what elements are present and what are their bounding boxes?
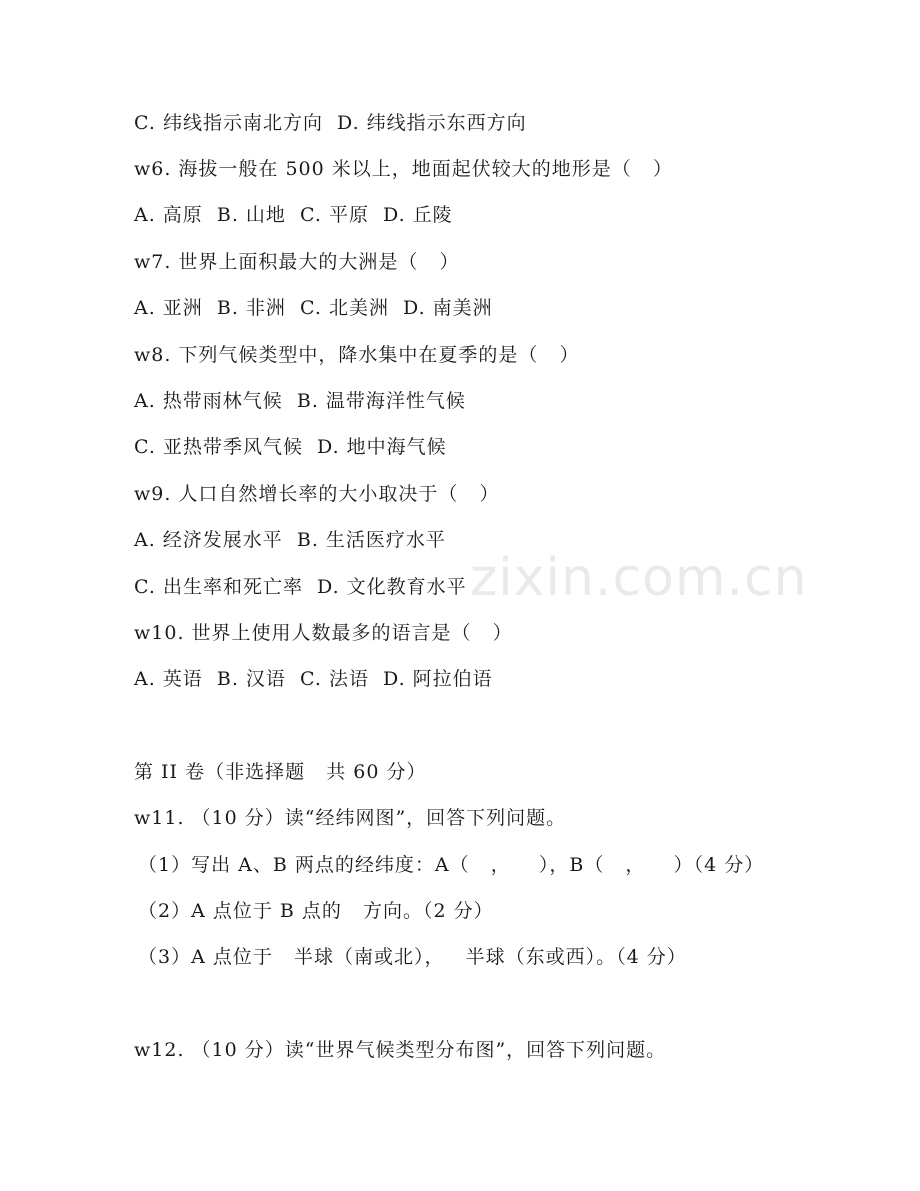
question-w11: w11. （10 分）读“经纬网图”，回答下列问题。 <box>134 807 567 829</box>
question-w11-part-3: （3）A 点位于 半球（南或北）， 半球（东或西）。（4 分） <box>138 946 687 968</box>
watermark: zixin.com.cn <box>470 548 808 608</box>
question-w10: w10. 世界上使用人数最多的语言是（ ） <box>134 622 513 644</box>
options-w8-cd: C. 亚热带季风气候 D. 地中海气候 <box>134 436 447 458</box>
question-w7: w7. 世界上面积最大的大洲是（ ） <box>134 251 460 273</box>
options-w10: A. 英语 B. 汉语 C. 法语 D. 阿拉伯语 <box>134 668 493 690</box>
question-w9: w9. 人口自然增长率的大小取决于（ ） <box>134 483 500 505</box>
section-heading-part-2: 第 II 卷（非选择题 共 60 分） <box>134 761 427 783</box>
options-w9-cd: C. 出生率和死亡率 D. 文化教育水平 <box>134 576 467 598</box>
question-w11-part-1: （1）写出 A、B 两点的经纬度：A（ ， ），B（ ， ）（4 分） <box>138 854 765 876</box>
options-w6: A. 高原 B. 山地 C. 平原 D. 丘陵 <box>134 204 453 226</box>
options-w7: A. 亚洲 B. 非洲 C. 北美洲 D. 南美洲 <box>134 297 493 319</box>
question-w8: w8. 下列气候类型中，降水集中在夏季的是（ ） <box>134 344 580 366</box>
question-w11-part-2: （2）A 点位于 B 点的 方向。（2 分） <box>138 900 494 922</box>
option-line-q5-cd: C. 纬线指示南北方向 D. 纬线指示东西方向 <box>134 112 527 134</box>
options-w9-ab: A. 经济发展水平 B. 生活医疗水平 <box>134 529 446 551</box>
question-w12: w12. （10 分）读“世界气候类型分布图”，回答下列问题。 <box>134 1039 667 1061</box>
question-w6: w6. 海拔一般在 500 米以上，地面起伏较大的地形是（ ） <box>134 158 673 180</box>
options-w8-ab: A. 热带雨林气候 B. 温带海洋性气候 <box>134 390 466 412</box>
